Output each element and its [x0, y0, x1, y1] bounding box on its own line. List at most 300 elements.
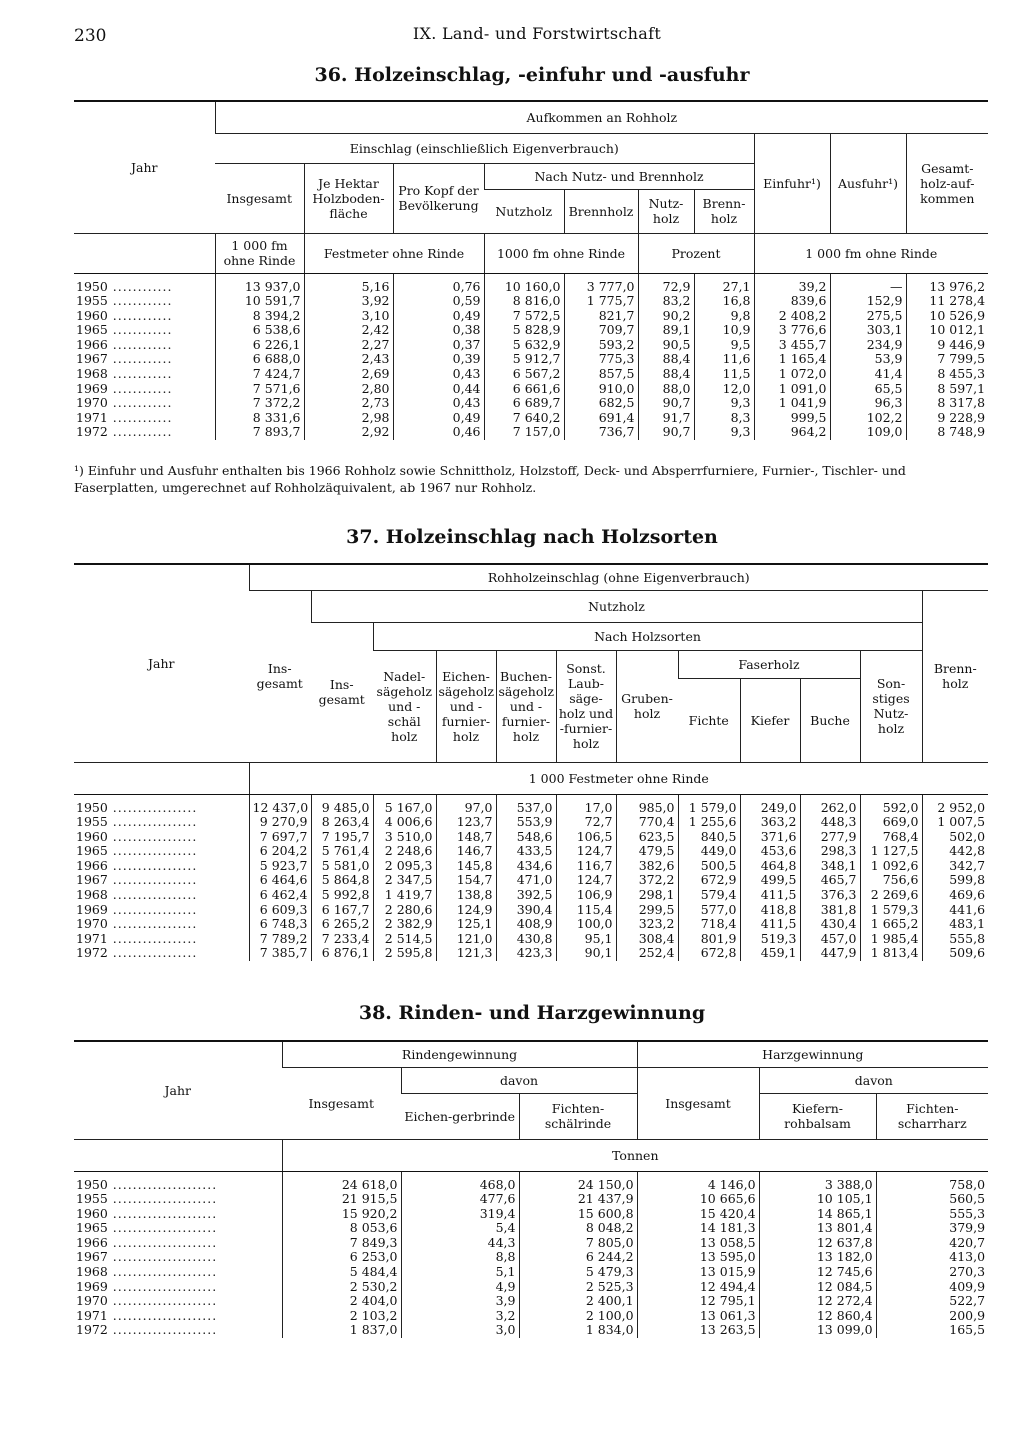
value-cell: 5 828,9 [484, 323, 564, 338]
value-cell: 90,7 [638, 396, 694, 411]
year-cell: 1950 ............ [76, 278, 173, 294]
value-cell: 319,4 [401, 1207, 519, 1222]
value-cell: 6 661,6 [484, 382, 564, 397]
leader-dots: ............ [107, 322, 173, 338]
header-einschlag: Einschlag (einschließlich Eigenverbrauch) [215, 133, 754, 163]
table-36-title: 36. Holzeinschlag, -einfuhr und -ausfuhr [314, 64, 750, 86]
value-cell: 262,0 [800, 794, 860, 815]
value-cell: 9,3 [694, 425, 754, 440]
value-cell: 124,9 [436, 903, 496, 918]
value-cell: 83,2 [638, 294, 694, 309]
value-cell: 88,4 [638, 352, 694, 367]
value-cell: 14 181,3 [637, 1221, 759, 1236]
value-cell: 390,4 [496, 903, 556, 918]
value-cell: 12 494,4 [637, 1280, 759, 1295]
value-cell: 109,0 [830, 425, 906, 440]
leader-dots: ..................... [107, 1205, 218, 1221]
value-cell: 124,7 [556, 844, 616, 859]
value-cell: 270,3 [876, 1265, 988, 1280]
value-cell: 145,8 [436, 859, 496, 874]
value-cell: 13 595,0 [637, 1250, 759, 1265]
header-fichtenscharrharz: Fichten-scharrharz [876, 1093, 988, 1139]
unit-1000fm-b: 1000 fm ohne Rinde [484, 233, 638, 273]
year-cell: 1966 ..................... [76, 1234, 218, 1250]
value-cell: 2,73 [304, 396, 393, 411]
value-cell: 7 849,3 [282, 1236, 401, 1251]
header-nutz-insgesamt: Ins-gesamt [311, 622, 373, 762]
value-cell: 775,3 [564, 352, 638, 367]
table-row [74, 859, 988, 874]
value-cell: 275,5 [830, 309, 906, 324]
header-je-hektar: Je Hektar Holzboden-fläche [304, 163, 393, 233]
unit-empty [74, 233, 215, 273]
header-harz-davon: davon [759, 1067, 988, 1093]
value-cell: 453,6 [740, 844, 800, 859]
value-cell: 449,0 [678, 844, 740, 859]
leader-dots: ................. [107, 843, 198, 859]
value-cell: 2 952,0 [922, 794, 988, 815]
value-cell: 3 777,0 [564, 273, 638, 294]
table-37-body [74, 794, 988, 961]
value-cell: 459,1 [740, 946, 800, 961]
value-cell: 669,0 [860, 815, 922, 830]
value-cell: 8,3 [694, 411, 754, 426]
value-cell: 44,3 [401, 1236, 519, 1251]
year-cell: 1966 ............ [76, 336, 173, 352]
header-brennholz-prozent: Brenn-holz [694, 189, 754, 233]
value-cell: 5,1 [401, 1265, 519, 1280]
unit-empty [74, 762, 249, 794]
table-38-body [74, 1171, 988, 1338]
value-cell: 5 484,4 [282, 1265, 401, 1280]
year-cell: 1970 ............ [76, 395, 173, 411]
value-cell: 115,4 [556, 903, 616, 918]
value-cell: 6 253,0 [282, 1250, 401, 1265]
table-row [74, 1171, 988, 1192]
year-cell: 1955 ..................... [76, 1191, 218, 1207]
value-cell: 12 084,5 [759, 1280, 876, 1295]
value-cell: 381,8 [800, 903, 860, 918]
value-cell: 999,5 [754, 411, 830, 426]
table-37-title: 37. Holzeinschlag nach Holzsorten [346, 526, 718, 548]
value-cell: 12 745,6 [759, 1265, 876, 1280]
value-cell: 5 581,0 [311, 859, 373, 874]
header-fichte: Fichte [678, 678, 740, 762]
value-cell: 623,5 [616, 830, 678, 845]
leader-dots: ................. [107, 887, 198, 903]
value-cell: 0,44 [393, 382, 484, 397]
value-cell: 7 799,5 [906, 352, 988, 367]
value-cell: 24 150,0 [519, 1171, 637, 1192]
header-rinden-davon: davon [401, 1067, 637, 1093]
value-cell: 1 041,9 [754, 396, 830, 411]
value-cell: 9 485,0 [311, 794, 373, 815]
unit-empty [74, 1139, 282, 1171]
table-row [74, 382, 988, 397]
header-nach-holzsorten: Nach Holzsorten [373, 622, 922, 650]
page-number: 230 [74, 26, 107, 46]
table-row [74, 830, 988, 845]
year-cell: 1955 ............ [76, 293, 173, 309]
header-eichengerbrinde: Eichen-gerbrinde [401, 1093, 519, 1139]
header-faserholz: Faserholz [678, 650, 860, 678]
value-cell: 0,43 [393, 367, 484, 382]
value-cell: 756,6 [860, 873, 922, 888]
value-cell: 13 263,5 [637, 1323, 759, 1338]
year-cell: 1950 ..................... [76, 1176, 218, 1192]
value-cell: 146,7 [436, 844, 496, 859]
value-cell: 430,8 [496, 932, 556, 947]
value-cell: 509,6 [922, 946, 988, 961]
header-nutzholz: Nutzholz [484, 189, 564, 233]
table-36-body [74, 273, 988, 440]
table-row [74, 815, 988, 830]
header-sonst-laubsaegeholz: Sonst. Laub-säge-holz und -furnier-holz [556, 650, 616, 762]
value-cell: 1 419,7 [373, 888, 436, 903]
header-harzgewinnung: Harzgewinnung [637, 1041, 988, 1067]
table-row [74, 888, 988, 903]
value-cell: 2 269,6 [860, 888, 922, 903]
table-37 [74, 563, 988, 961]
year-cell: 1971 ............ [76, 409, 173, 425]
running-head: IX. Land- und Forstwirtschaft [412, 24, 662, 43]
header-rinden-insgesamt: Insgesamt [282, 1067, 401, 1139]
value-cell: 13 015,9 [637, 1265, 759, 1280]
table-row [74, 1250, 988, 1265]
year-cell: 1960 ................. [76, 828, 198, 844]
value-cell: 96,3 [830, 396, 906, 411]
year-cell: 1972 ..................... [76, 1322, 218, 1338]
value-cell: 7 805,0 [519, 1236, 637, 1251]
header-kiefer: Kiefer [740, 678, 800, 762]
value-cell: 7 789,2 [249, 932, 311, 947]
table-row [74, 338, 988, 353]
value-cell: 5 632,9 [484, 338, 564, 353]
leader-dots: ..................... [107, 1278, 218, 1294]
value-cell: 457,0 [800, 932, 860, 947]
value-cell: 10 012,1 [906, 323, 988, 338]
value-cell: 363,2 [740, 815, 800, 830]
value-cell: 6 688,0 [215, 352, 304, 367]
value-cell: 8 394,2 [215, 309, 304, 324]
table-36 [74, 100, 988, 440]
value-cell: 102,2 [830, 411, 906, 426]
value-cell: 3,9 [401, 1294, 519, 1309]
value-cell: 7 571,6 [215, 382, 304, 397]
value-cell: 11 278,4 [906, 294, 988, 309]
year-cell: 1969 ............ [76, 380, 173, 396]
value-cell: 90,5 [638, 338, 694, 353]
leader-dots: ................. [107, 930, 198, 946]
value-cell: 10 160,0 [484, 273, 564, 294]
value-cell: 10 591,7 [215, 294, 304, 309]
value-cell: 464,8 [740, 859, 800, 874]
value-cell: 379,9 [876, 1221, 988, 1236]
value-cell: 1 165,4 [754, 352, 830, 367]
header-fichtenschaelrinde: Fichten-schälrinde [519, 1093, 637, 1139]
value-cell: 560,5 [876, 1192, 988, 1207]
table-row [74, 794, 988, 815]
value-cell: 447,9 [800, 946, 860, 961]
header-nutzholz: Nutzholz [311, 590, 922, 622]
value-cell: 6 462,4 [249, 888, 311, 903]
value-cell: 6 609,3 [249, 903, 311, 918]
value-cell: 138,8 [436, 888, 496, 903]
header-jahr: Jahr [74, 1041, 282, 1139]
value-cell: 13 099,0 [759, 1323, 876, 1338]
value-cell: 592,0 [860, 794, 922, 815]
header-gesamt: Gesamt-holz-auf-kommen [906, 133, 988, 233]
value-cell: 1 127,5 [860, 844, 922, 859]
table-row [74, 1207, 988, 1222]
header-insgesamt: Insgesamt [215, 163, 304, 233]
value-cell: 24 618,0 [282, 1171, 401, 1192]
value-cell: 7 572,5 [484, 309, 564, 324]
value-cell: 116,7 [556, 859, 616, 874]
header-einfuhr: Einfuhr¹) [754, 133, 830, 233]
value-cell: 448,3 [800, 815, 860, 830]
value-cell: 7 195,7 [311, 830, 373, 845]
year-cell: 1965 ............ [76, 322, 173, 338]
value-cell: 13 182,0 [759, 1250, 876, 1265]
value-cell: 27,1 [694, 273, 754, 294]
header-eichensaegeholz: Eichen-sägeholz und -furnier-holz [436, 650, 496, 762]
value-cell: 1 837,0 [282, 1323, 401, 1338]
value-cell: 9,8 [694, 309, 754, 324]
table-row [74, 294, 988, 309]
value-cell: 17,0 [556, 794, 616, 815]
header-rohholzeinschlag: Rohholzeinschlag (ohne Eigenverbrauch) [249, 564, 988, 590]
value-cell: 0,43 [393, 396, 484, 411]
value-cell: 6 538,6 [215, 323, 304, 338]
header-pro-kopf: Pro Kopf der Bevölkerung [393, 163, 484, 233]
year-cell: 1971 ................. [76, 930, 198, 946]
value-cell: 72,9 [638, 273, 694, 294]
leader-dots: ............ [107, 409, 173, 425]
value-cell: 839,6 [754, 294, 830, 309]
year-cell: 1972 ............ [76, 424, 173, 440]
value-cell: 433,5 [496, 844, 556, 859]
value-cell: 0,37 [393, 338, 484, 353]
header-jahr: Jahr [74, 564, 249, 762]
value-cell: 2,80 [304, 382, 393, 397]
value-cell: 3,92 [304, 294, 393, 309]
leader-dots: ................. [107, 901, 198, 917]
value-cell: 579,4 [678, 888, 740, 903]
year-cell: 1965 ................. [76, 843, 198, 859]
value-cell: 9 270,9 [249, 815, 311, 830]
header-grubenholz: Gruben-holz [616, 650, 678, 762]
value-cell: 465,7 [800, 873, 860, 888]
value-cell: 15 420,4 [637, 1207, 759, 1222]
header-ausfuhr: Ausfuhr¹) [830, 133, 906, 233]
value-cell: 469,6 [922, 888, 988, 903]
value-cell: 1 092,6 [860, 859, 922, 874]
value-cell: 5 912,7 [484, 352, 564, 367]
value-cell: 1 255,6 [678, 815, 740, 830]
value-cell: 910,0 [564, 382, 638, 397]
year-cell: 1969 ................. [76, 901, 198, 917]
value-cell: 2 280,6 [373, 903, 436, 918]
year-cell: 1968 ..................... [76, 1264, 218, 1280]
value-cell: 441,6 [922, 903, 988, 918]
unit-1000-festmeter: 1 000 Festmeter ohne Rinde [249, 762, 988, 794]
value-cell: 8 048,2 [519, 1221, 637, 1236]
value-cell: 2 248,6 [373, 844, 436, 859]
value-cell: 0,59 [393, 294, 484, 309]
value-cell: 89,1 [638, 323, 694, 338]
value-cell: 672,9 [678, 873, 740, 888]
value-cell: 15 600,8 [519, 1207, 637, 1222]
value-cell: 165,5 [876, 1323, 988, 1338]
value-cell: 718,4 [678, 917, 740, 932]
value-cell: 323,2 [616, 917, 678, 932]
header-jahr: Jahr [74, 101, 215, 233]
value-cell: 3,0 [401, 1323, 519, 1338]
value-cell: 5,4 [401, 1221, 519, 1236]
table-row [74, 946, 988, 961]
year-cell: 1960 ..................... [76, 1205, 218, 1221]
table-row [74, 411, 988, 426]
value-cell: 303,1 [830, 323, 906, 338]
value-cell: 2 525,3 [519, 1280, 637, 1295]
value-cell: 6 167,7 [311, 903, 373, 918]
value-cell: 555,3 [876, 1207, 988, 1222]
value-cell: 299,5 [616, 903, 678, 918]
value-cell: 758,0 [876, 1171, 988, 1192]
value-cell: 3,2 [401, 1309, 519, 1324]
value-cell: 8,8 [401, 1250, 519, 1265]
value-cell: 840,5 [678, 830, 740, 845]
value-cell: 420,7 [876, 1236, 988, 1251]
leader-dots: ..................... [107, 1220, 218, 1236]
leader-dots: ............ [107, 395, 173, 411]
value-cell: 8 331,6 [215, 411, 304, 426]
value-cell: 298,3 [800, 844, 860, 859]
value-cell: 2 530,2 [282, 1280, 401, 1295]
value-cell: 123,7 [436, 815, 496, 830]
value-cell: 72,7 [556, 815, 616, 830]
value-cell: 2,27 [304, 338, 393, 353]
value-cell: 10 665,6 [637, 1192, 759, 1207]
leader-dots: ............ [107, 366, 173, 382]
value-cell: 1 665,2 [860, 917, 922, 932]
leader-dots: ............ [107, 293, 173, 309]
unit-1000fm: 1 000 fm ohne Rinde [215, 233, 304, 273]
leader-dots: ................. [107, 872, 198, 888]
year-cell: 1969 ..................... [76, 1278, 218, 1294]
value-cell: 5 992,8 [311, 888, 373, 903]
value-cell: 2 400,1 [519, 1294, 637, 1309]
table-row [74, 1192, 988, 1207]
header-kiefernrohbalsam: Kiefern-rohbalsam [759, 1093, 876, 1139]
value-cell: 2 103,2 [282, 1309, 401, 1324]
value-cell: 90,7 [638, 425, 694, 440]
value-cell: 409,9 [876, 1280, 988, 1295]
value-cell: 7 640,2 [484, 411, 564, 426]
value-cell: 599,8 [922, 873, 988, 888]
leader-dots: ................. [107, 857, 198, 873]
value-cell: 15 920,2 [282, 1207, 401, 1222]
table-row [74, 1294, 988, 1309]
value-cell: 5,16 [304, 273, 393, 294]
value-cell: 0,46 [393, 425, 484, 440]
value-cell: 95,1 [556, 932, 616, 947]
value-cell: 672,8 [678, 946, 740, 961]
value-cell: 423,3 [496, 946, 556, 961]
header-nutzholz-prozent: Nutz-holz [638, 189, 694, 233]
year-cell: 1960 ............ [76, 307, 173, 323]
value-cell: 477,6 [401, 1192, 519, 1207]
year-cell: 1970 ..................... [76, 1293, 218, 1309]
table-36-footnote: ¹) Einfuhr und Ausfuhr enthalten bis 1966 Rohholz sowie Schnittholz, Holzstoff, Deck- und Absperrfurniere, Furnier-, Tischler- und Faserplatten, umgerechnet auf Rohholzäquivalent, ab 1967 nur Rohholz. [74, 463, 906, 495]
value-cell: 13 937,0 [215, 273, 304, 294]
leader-dots: ..................... [107, 1322, 218, 1338]
leader-dots: ..................... [107, 1307, 218, 1323]
value-cell: 252,4 [616, 946, 678, 961]
value-cell: 8 053,6 [282, 1221, 401, 1236]
value-cell: 7 157,0 [484, 425, 564, 440]
value-cell: 382,6 [616, 859, 678, 874]
value-cell: 468,0 [401, 1171, 519, 1192]
table-row [74, 1280, 988, 1295]
value-cell: 342,7 [922, 859, 988, 874]
value-cell: 8 263,4 [311, 815, 373, 830]
year-cell: 1968 ............ [76, 366, 173, 382]
value-cell: 2,69 [304, 367, 393, 382]
header-aufkommen: Aufkommen an Rohholz [215, 101, 988, 133]
value-cell: 392,5 [496, 888, 556, 903]
value-cell: 106,9 [556, 888, 616, 903]
unit-festmeter: Festmeter ohne Rinde [304, 233, 484, 273]
value-cell: 8 748,9 [906, 425, 988, 440]
value-cell: 985,0 [616, 794, 678, 815]
value-cell: 5 761,4 [311, 844, 373, 859]
value-cell: 0,38 [393, 323, 484, 338]
value-cell: 12 637,8 [759, 1236, 876, 1251]
value-cell: 1 072,0 [754, 367, 830, 382]
value-cell: 1 579,0 [678, 794, 740, 815]
value-cell: 2 404,0 [282, 1294, 401, 1309]
value-cell: 9,3 [694, 396, 754, 411]
leader-dots: ................. [107, 814, 198, 830]
table-row [74, 844, 988, 859]
table-row [74, 1309, 988, 1324]
value-cell: 442,8 [922, 844, 988, 859]
value-cell: 522,7 [876, 1294, 988, 1309]
leader-dots: ................. [107, 799, 198, 815]
table-row [74, 903, 988, 918]
value-cell: 12 795,1 [637, 1294, 759, 1309]
value-cell: 13 801,4 [759, 1221, 876, 1236]
value-cell: 434,6 [496, 859, 556, 874]
value-cell: 411,5 [740, 888, 800, 903]
value-cell: 298,1 [616, 888, 678, 903]
value-cell: 4 006,6 [373, 815, 436, 830]
value-cell: 9 446,9 [906, 338, 988, 353]
value-cell: 10,9 [694, 323, 754, 338]
value-cell: 90,2 [638, 309, 694, 324]
year-cell: 1968 ................. [76, 887, 198, 903]
value-cell: 6 244,2 [519, 1250, 637, 1265]
value-cell: 0,49 [393, 309, 484, 324]
value-cell: 411,5 [740, 917, 800, 932]
table-row [74, 1265, 988, 1280]
value-cell: 348,1 [800, 859, 860, 874]
leader-dots: ..................... [107, 1293, 218, 1309]
value-cell: 1 091,0 [754, 382, 830, 397]
value-cell: 2,43 [304, 352, 393, 367]
